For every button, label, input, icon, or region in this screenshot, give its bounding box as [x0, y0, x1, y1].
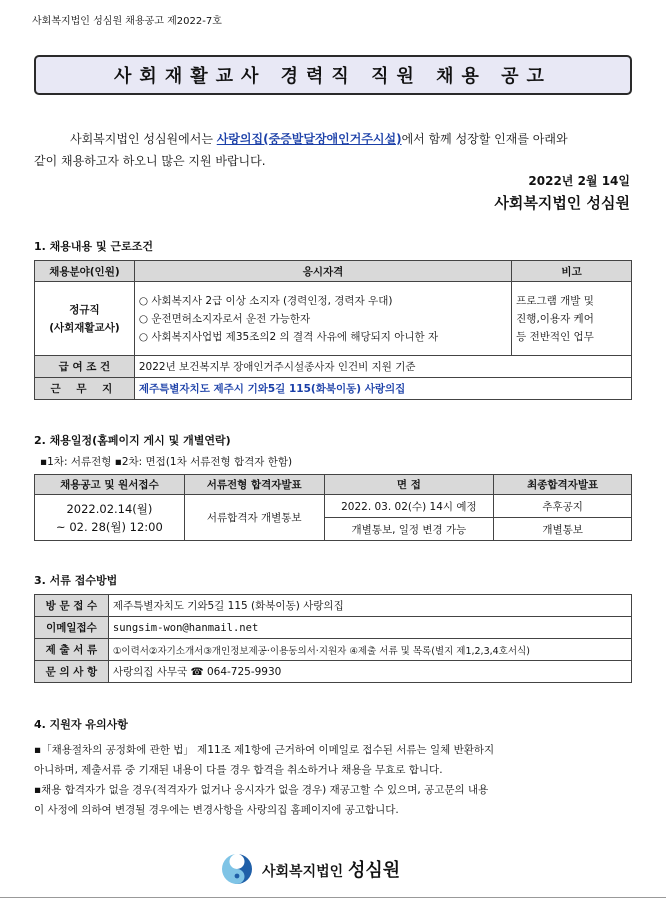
worksite-label: 근 무 지 — [35, 378, 135, 400]
document-result: 서류합격자 개별통보 — [184, 495, 324, 541]
organization-name: 사회복지법인 성심원 — [494, 194, 630, 212]
header-interview: 면 접 — [324, 475, 494, 495]
qualification-item: ○ 사회복지사업법 제35조의2 의 결격 사유에 해당되지 아니한 자 — [138, 330, 439, 343]
header-note: 비고 — [512, 261, 632, 282]
final-result-note: 개별통보 — [494, 518, 632, 541]
section-3-title: 3. 서류 접수방법 — [34, 574, 118, 587]
documents-label: 제 출 서 류 — [35, 639, 109, 661]
selection-stages: ▪1차: 서류전형 ▪2차: 면접(1차 서류전형 합격자 한함) — [40, 456, 293, 468]
footer — [220, 852, 400, 886]
employment-conditions-table — [34, 260, 632, 400]
header-qualification: 응시자격 — [134, 261, 511, 282]
section-2-title: 2. 채용일정(홈페이지 게시 및 개별연락) — [34, 434, 231, 447]
qualification-cell — [134, 282, 511, 356]
inquiry-label: 문 의 사 항 — [35, 661, 109, 683]
final-result-date: 추후공지 — [494, 495, 632, 518]
intro-text: 사회복지법인 성심원에서는 — [70, 132, 217, 146]
note-line: ▪「채용절차의 공정화에 관한 법」 제11조 제1항에 근거하여 이메일로 접수된 서류는 일체 반환하지 — [34, 744, 495, 756]
visit-value: 제주특별자치도 기와5길 115 (화북이동) 사랑의집 — [108, 595, 631, 617]
organization-logo-icon — [220, 852, 254, 886]
visit-label: 방 문 접 수 — [35, 595, 109, 617]
section-4-title: 4. 지원자 유의사항 — [34, 718, 128, 731]
documents-value: ①이력서②자기소개서③개인정보제공·이용동의서·지원자 ④제출 서류 및 목록(별지 제1,2,3,4호서식) — [108, 639, 631, 661]
note-line: 아니하며, 제출서류 중 기재된 내용이 다를 경우 합격을 취소하거나 채용을 무효로 합니다. — [34, 764, 443, 776]
salary-label: 급 여 조 건 — [35, 356, 135, 378]
note-cell: 프로그램 개발 및 진행,이용자 케어 등 전반적인 업무 — [512, 282, 632, 356]
worksite-value: 제주특별자치도 제주시 기와5길 115(화북이동) 사랑의집 — [134, 378, 631, 400]
header-field: 채용분야(인원) — [35, 261, 135, 282]
section-1-title: 1. 채용내용 및 근로조건 — [34, 240, 153, 253]
announcement-date: 2022년 2월 14일 — [528, 174, 630, 188]
header-application: 채용공고 및 원서접수 — [35, 475, 185, 495]
page-title: 사회재활교사 경력직 직원 채용 공고 — [114, 66, 552, 87]
intro-text: 에서 함께 성장할 인재를 아래와 — [401, 132, 568, 146]
header-document-result: 서류전형 합격자발표 — [184, 475, 324, 495]
note-line: ▪채용 합격자가 없을 경우(적격자가 없거나 응시자가 없을 경우) 재공고할 수 있으며, 공고문의 내용 — [34, 784, 489, 796]
qualification-item: ○ 운전면허소지자로서 운전 가능한자 — [138, 312, 311, 325]
submission-table — [34, 594, 632, 683]
qualification-item: ○ 사회복지사 2급 이상 소지자 (경력인정, 경력자 우대) — [138, 294, 393, 307]
email-value[interactable]: sungsim-won@hanmail.net — [108, 617, 631, 639]
footer-organization: 사회복지법인 성심원 — [262, 860, 401, 881]
intro-text-line2: 같이 채용하고자 하오니 많은 지원 바랍니다. — [34, 154, 266, 168]
note-line: 이 사정에 의하여 변경될 경우에는 변경사항을 사랑의집 홈페이지에 공고합니다. — [34, 804, 399, 816]
title-banner — [34, 55, 632, 95]
applicant-notes — [34, 740, 634, 820]
facility-link[interactable]: 사랑의집(중증발달장애인거주시설) — [216, 132, 402, 146]
interview-date: 2022. 03. 02(수) 14시 예정 — [324, 495, 494, 518]
header-final-result: 최종합격자발표 — [494, 475, 632, 495]
application-period: 2022.02.14(월) ~ 02. 28(월) 12:00 — [35, 495, 185, 541]
salary-value: 2022년 보건복지부 장애인거주시설종사자 인건비 지원 기준 — [134, 356, 631, 378]
schedule-table — [34, 474, 632, 541]
bottom-divider — [0, 897, 666, 898]
email-label: 이메일접수 — [35, 617, 109, 639]
intro-paragraph — [34, 128, 634, 172]
inquiry-value: 사랑의집 사무국 ☎ 064-725-9930 — [108, 661, 631, 683]
interview-note: 개별통보, 일정 변경 가능 — [324, 518, 494, 541]
document-number: 사회복지법인 성심원 채용공고 제2022-7호 — [32, 16, 222, 27]
field-cell: 정규직 (사회재활교사) — [35, 282, 135, 356]
